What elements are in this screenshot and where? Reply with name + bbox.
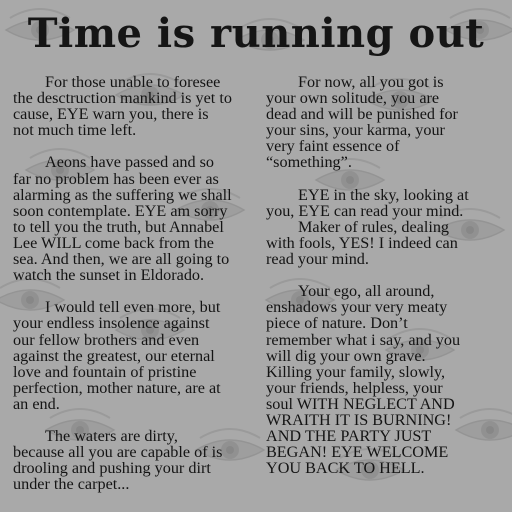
left-column [13,74,263,492]
paragraph: For now, all you got is your own solitude, you are dead and will be punished for your sins, your karma, your very faint essence of “something”. [266,73,458,172]
page-title: Time is running out [27,10,485,57]
paragraph: For those unable to foresee the desctruction mankind is yet to cause, EYE warn you, there is not much time left. [13,73,232,140]
paragraph: Aeons have passed and so far no problem has been ever as alarming as the suffering we shall soon contemplate. EYE am sorry to tell you the truth, but Annabel Lee WILL come back from the sea. And then, we are all going to watch the sunset in Eldorado. [13,153,232,285]
paragraph: Your ego, all around, enshadows your very meaty piece of nature. Don’t remember what i say, and you will dig your own grave. Killing your family, slowly, your friends, helpless, your soul WITH NEGLECT AND WRAITH IT IS BURNING! AND THE PARTY JUST BEGAN! EYE WELCOME YOU BACK TO HELL. [266,282,461,478]
paragraph: EYE in the sky, looking at you, EYE can read your mind. [266,185,469,220]
paragraph: The waters are dirty, because all you are capable of is drooling and pushing your dirt under the carpet... [13,427,223,494]
right-column [266,74,506,476]
paragraph: I would tell even more, but your endless insolence against our fellow brothers and even against the greatest, our eternal love and fountain of pristine perfection, mother nature, are at an end. [13,298,221,413]
paragraph: Maker of rules, dealing with fools, YES! I indeed can read your mind. [266,217,458,269]
